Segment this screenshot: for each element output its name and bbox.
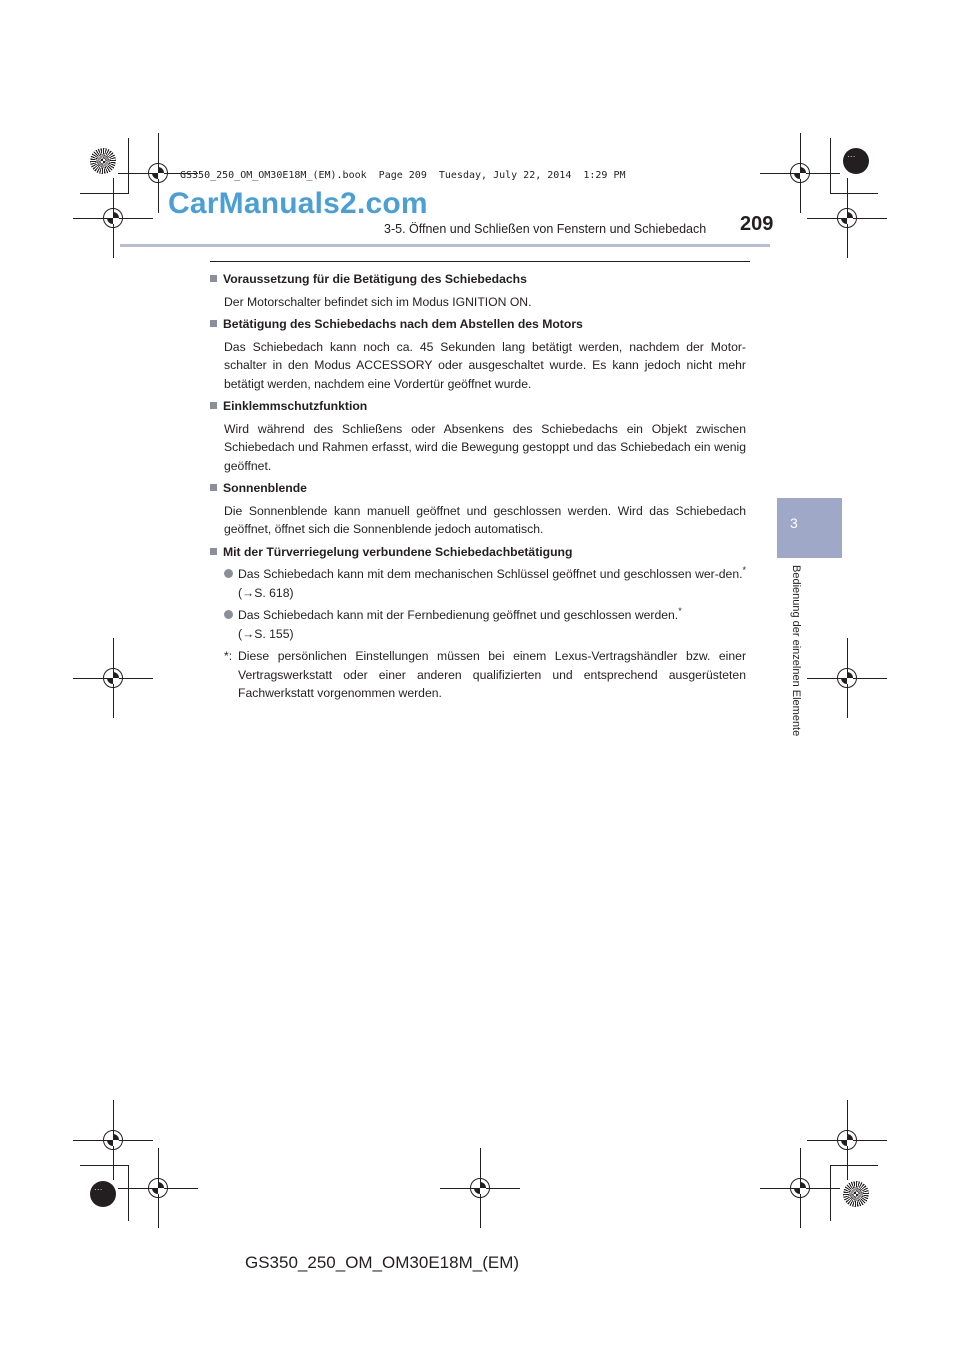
chapter-number: 3	[790, 515, 798, 531]
footnote	[224, 647, 746, 703]
round-bullet-icon	[224, 569, 233, 578]
starburst-mark-icon	[843, 1181, 869, 1207]
watermark-logo: CarManuals2.com	[168, 187, 428, 220]
crop-line	[80, 193, 128, 194]
square-bullet-icon	[210, 548, 217, 555]
page-reference: (→S. 155)	[238, 626, 294, 641]
list-item: Das Schiebedach kann mit dem mechanischen Schlüssel geöffnet und geschlossen wer-den.* (→S. 618)	[224, 565, 746, 602]
chapter-tab	[777, 498, 842, 558]
section-heading: Betätigung des Schiebedachs nach dem Abstellen des Motors	[210, 315, 746, 334]
dotted-circle-mark-icon	[843, 148, 869, 174]
page-number: 209	[740, 213, 774, 235]
square-bullet-icon	[210, 320, 217, 327]
section-heading: Sonnenblende	[210, 479, 746, 498]
list-item: Das Schiebedach kann mit der Fernbedienung geöffnet und geschlossen werden.* (→S. 155)	[224, 606, 746, 643]
section-title: 3-5. Öffnen und Schließen von Fenstern und Schiebedach	[384, 222, 707, 236]
section-body: Wird während des Schließens oder Absenkens des Schiebedachs ein Objekt zwischen Schiebedach und Rahmen erfasst, wird die Bewegung gestoppt und das Schiebedach ein wenig geöffnet.	[224, 421, 746, 473]
square-bullet-icon	[210, 402, 217, 409]
footer-doc-id: GS350_250_OM_OM30E18M_(EM)	[245, 1253, 520, 1272]
square-bullet-icon	[210, 275, 217, 282]
page-reference: (→S. 618)	[238, 585, 294, 600]
crop-line	[80, 1165, 128, 1166]
dotted-circle-mark-icon	[90, 1181, 116, 1207]
square-bullet-icon	[210, 484, 217, 491]
crop-line	[830, 1165, 878, 1166]
section-heading: Voraussetzung für die Betätigung des Schiebedachs	[210, 270, 746, 289]
crop-line	[128, 138, 129, 194]
section-body: Der Motorschalter befindet sich im Modus IGNITION ON.	[224, 294, 532, 309]
header-rule	[210, 261, 750, 262]
section-body: Das Schiebedach kann noch ca. 45 Sekunden lang betätigt werden, nachdem der Motor-schalter in den Modus ACCESSORY oder ausgeschaltet wurde. Es kann jedoch nicht mehr betätigt werden, nachdem eine Vordertür geöffnet wurde.	[224, 339, 746, 391]
crop-line	[128, 1165, 129, 1221]
content	[210, 268, 746, 703]
header-bar	[120, 244, 770, 247]
round-bullet-icon	[224, 610, 233, 619]
footnote-marker: *:	[224, 649, 233, 663]
crop-line	[830, 1165, 831, 1221]
book-info-line: GS350_250_OM_OM30E18M_(EM).book Page 209 Tuesday, July 22, 2014 1:29 PM	[180, 170, 626, 181]
footnote-text: Diese persönlichen Einstellungen müssen bei einem Lexus-Vertragshändler bzw. einer Vertragswerkstatt oder einer anderen qualifizierten und entsprechend ausgerüsteten Fachwerkstatt vorgenommen werden.	[238, 649, 746, 700]
crop-line	[830, 138, 831, 194]
crop-line	[830, 193, 878, 194]
starburst-mark-icon	[90, 148, 116, 174]
section-heading: Einklemmschutzfunktion	[210, 397, 746, 416]
section-body: Die Sonnenblende kann manuell geöffnet und geschlossen werden. Wird das Schiebedach geöffnet, öffnet sich die Sonnenblende jedoch automatisch.	[224, 503, 746, 536]
section-heading: Mit der Türverriegelung verbundene Schiebedachbetätigung	[210, 543, 746, 562]
chapter-label: Bedienung der einzelnen Elemente	[790, 565, 802, 737]
